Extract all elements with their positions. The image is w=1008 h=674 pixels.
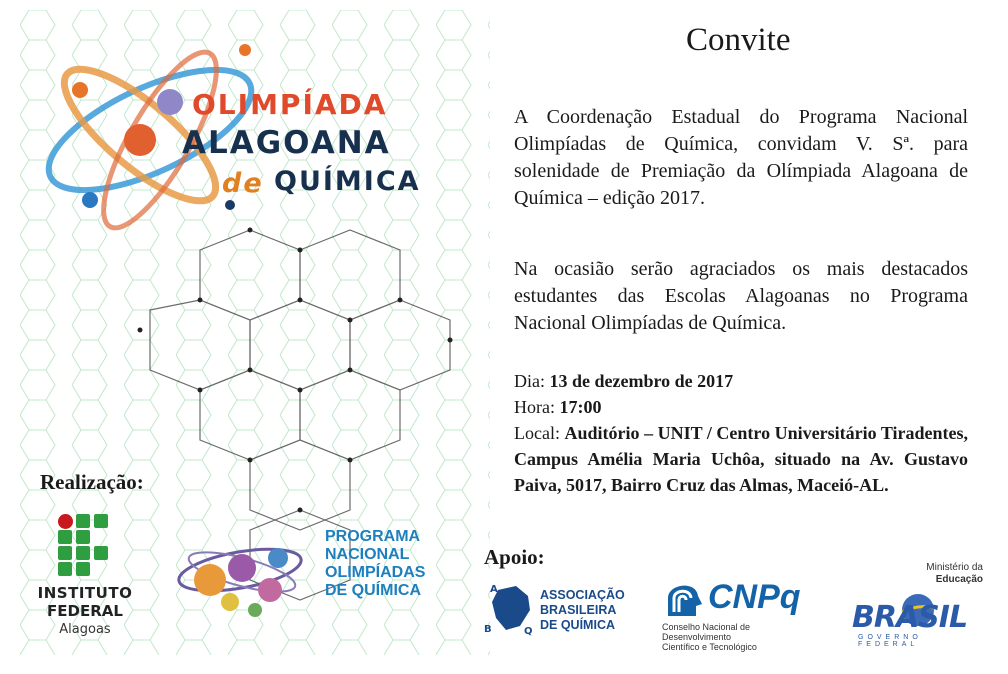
realizacao-label: Realização: — [40, 470, 144, 494]
governo-brasil-logo — [850, 560, 985, 648]
hora-value: 17:00 — [559, 397, 602, 417]
invite-title: Convite — [686, 22, 791, 58]
if-text-federal: FEDERAL — [47, 602, 123, 620]
local-value: Auditório – UNIT / Centro Universitário Tiradentes, Campus Amélia Maria Uchôa, situado na Av. Gustavo Paiva, 5017, Bairro Cruz das Almas, Maceió-AL. — [514, 423, 968, 495]
logo-title-line2: ALAGOANA — [182, 125, 391, 161]
abq-text: ASSOCIAÇÃO BRASILEIRA DE QUÍMICA — [540, 588, 625, 632]
local-line — [514, 420, 968, 498]
hora-label: Hora: — [514, 397, 560, 417]
abq-logo — [484, 580, 634, 640]
logo-title-de: de — [222, 168, 264, 199]
instituto-federal-logo — [30, 514, 140, 644]
if-grid-icon — [58, 514, 110, 576]
logo-title-line1: OLIMPÍADA — [192, 88, 388, 121]
cnpq-subtitle: Conselho Nacional de Desenvolvimento Científico e Tecnológico — [662, 622, 757, 652]
dia-label: Dia: — [514, 371, 550, 391]
if-text-instituto: INSTITUTO — [37, 584, 133, 602]
pnoq-logo — [170, 520, 430, 625]
cnpq-name: CNPq — [708, 578, 801, 616]
dia-value: 13 de dezembro de 2017 — [549, 371, 734, 391]
governo-federal-text: GOVERNO FEDERAL — [858, 634, 922, 648]
pnoq-molecule-icon — [170, 520, 320, 625]
brasil-wordmark: BRASIL — [852, 600, 968, 635]
pnoq-text: PROGRAMA NACIONAL OLIMPÍADAS DE QUÍMICA — [325, 528, 426, 599]
logo-title-line3: QUÍMICA — [274, 166, 421, 197]
abq-brazil-map-icon — [484, 580, 538, 636]
ministerio-text: Ministério da Educação — [926, 562, 983, 585]
cnpq-logo — [658, 576, 818, 652]
svg-text:A: A — [490, 584, 498, 595]
local-label: Local: — [514, 423, 565, 443]
svg-text:B: B — [484, 624, 492, 635]
svg-text:Q: Q — [524, 626, 533, 636]
apoio-label: Apoio: — [484, 545, 545, 569]
invite-paragraph-2: Na ocasião serão agraciados os mais destacados estudantes das Escolas Alagoanas no Programa Nacional Olimpíadas de Química. — [514, 258, 968, 334]
invite-paragraph-1: A Coordenação Estadual do Programa Nacional Olimpíadas de Química, convidam V. Sª. para solenidade de Premiação da Olímpiada Alagoana de Química – edição 2017. — [514, 106, 968, 209]
cnpq-head-icon — [658, 576, 706, 620]
dia-line — [514, 368, 968, 394]
if-text-alagoas: Alagoas — [59, 622, 111, 637]
hora-line — [514, 394, 968, 420]
